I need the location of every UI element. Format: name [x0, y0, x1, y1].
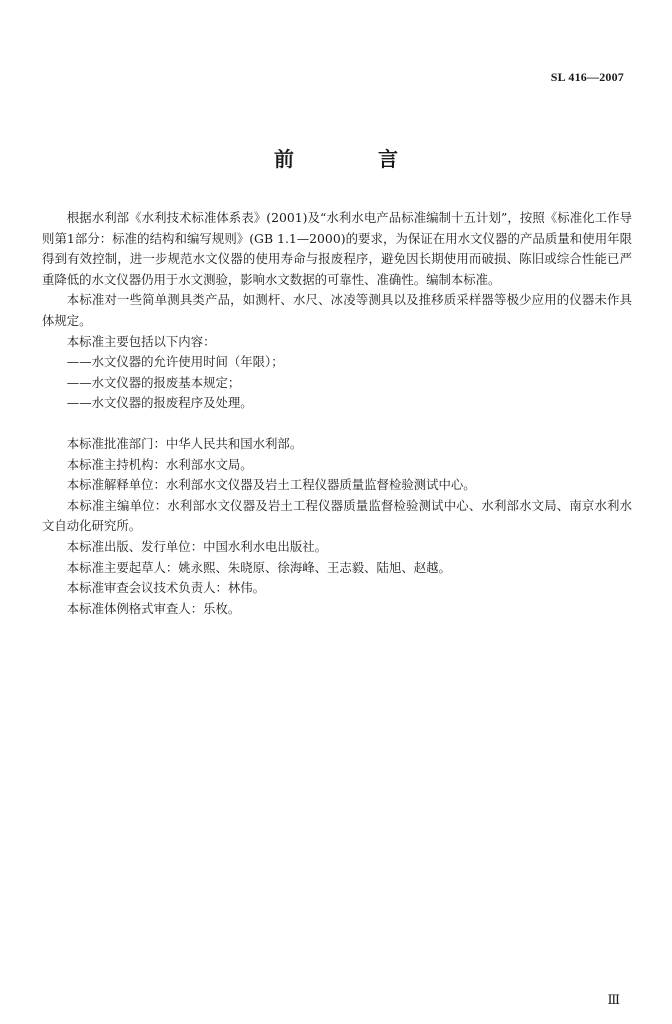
info-line-drafters: 本标准主要起草人：姚永熙、朱晓原、徐海峰、王志毅、陆旭、赵越。 [66, 559, 451, 575]
page-number: Ⅲ [607, 992, 620, 1007]
info-line-review-lead: 本标准审查会议技术负责人：林伟。 [66, 580, 266, 596]
section-spacer [42, 414, 632, 434]
content-item: ——水文仪器的报废基本规定； [66, 374, 241, 390]
content-item: ——水文仪器的允许使用时间（年限）； [66, 354, 284, 370]
intro-paragraph: 本标准对一些简单测具类产品，如测杆、水尺、冰凌等测具以及推移质采样器等极少应用的仪器未作具体规定。 [42, 292, 632, 328]
foreword-body [42, 208, 632, 619]
info-line-approval: 本标准批准部门：中华人民共和国水利部。 [66, 435, 303, 451]
intro-paragraph: 根据水利部《水利技术标准体系表》(2001)及“水利水电产品标准编制十五计划”，按照《标准化工作导则第1部分：标准的结构和编写规则》(GB 1.1—2000)的要求，为保证在用水文仪器的产品质量和使用年限得到有效控制，进一步规范水文仪器的使用寿命与报废程序，避免因长期使用而破损、陈旧或综合性能已严重降低的水文仪器仍用于水文测验，影响水文数据的可靠性、准确性。编制本标准。 [42, 210, 632, 287]
info-line-publisher: 本标准出版、发行单位：中国水利水电出版社。 [66, 538, 327, 554]
intro-paragraph: 本标准主要包括以下内容： [66, 333, 216, 349]
standard-code: SL 416—2007 [550, 70, 624, 84]
info-line-format-reviewer: 本标准体例格式审查人：乐枚。 [66, 600, 241, 616]
content-item: ——水文仪器的报废程序及处理。 [66, 395, 253, 411]
info-line-interpretation: 本标准解释单位：水利部水文仪器及岩土工程仪器质量监督检验测试中心。 [66, 477, 476, 493]
info-line-host: 本标准主持机构：水利部水文局。 [66, 456, 253, 472]
info-line-chief-editor: 本标准主编单位：水利部水文仪器及岩土工程仪器质量监督检验测试中心、水利部水文局、南京水利水文自动化研究所。 [42, 497, 632, 534]
page-title: 前 言 [274, 147, 430, 171]
